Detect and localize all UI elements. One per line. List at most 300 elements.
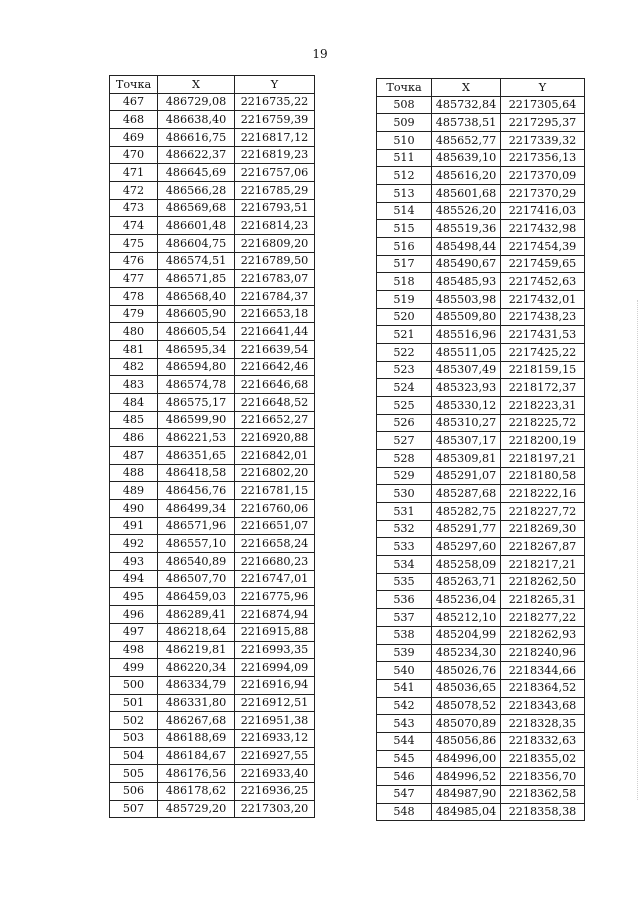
y-coordinate-cell: 2217339,32 — [501, 132, 585, 150]
x-coordinate-cell: 486604,75 — [158, 235, 235, 253]
x-coordinate-cell: 485330,12 — [432, 397, 501, 415]
point-number-cell: 520 — [377, 308, 432, 326]
y-coordinate-cell: 2216809,20 — [235, 235, 315, 253]
x-coordinate-cell: 486188,69 — [158, 729, 235, 747]
y-coordinate-cell: 2218355,02 — [501, 750, 585, 768]
point-number-cell: 537 — [377, 609, 432, 627]
table-row — [377, 503, 585, 521]
y-coordinate-cell: 2216915,88 — [235, 623, 315, 641]
table-row — [110, 588, 315, 606]
point-number-cell: 499 — [110, 659, 158, 677]
x-coordinate-cell: 484985,04 — [432, 803, 501, 821]
y-coordinate-cell: 2218277,22 — [501, 609, 585, 627]
header-y: Y — [501, 79, 585, 97]
table-row — [377, 220, 585, 238]
x-coordinate-cell: 485297,60 — [432, 538, 501, 556]
y-coordinate-cell: 2218267,87 — [501, 538, 585, 556]
y-coordinate-cell: 2216793,51 — [235, 199, 315, 217]
x-coordinate-cell: 485639,10 — [432, 149, 501, 167]
table-row — [110, 341, 315, 359]
point-number-cell: 534 — [377, 556, 432, 574]
y-coordinate-cell: 2218222,16 — [501, 485, 585, 503]
x-coordinate-cell: 485291,07 — [432, 467, 501, 485]
point-number-cell: 526 — [377, 414, 432, 432]
y-coordinate-cell: 2216651,07 — [235, 517, 315, 535]
y-coordinate-cell: 2218180,58 — [501, 467, 585, 485]
page-number: 19 — [312, 47, 328, 61]
x-coordinate-cell: 486571,96 — [158, 517, 235, 535]
y-coordinate-cell: 2216920,88 — [235, 429, 315, 447]
x-coordinate-cell: 485601,68 — [432, 185, 501, 203]
table-row — [377, 662, 585, 680]
table-row — [377, 785, 585, 803]
y-coordinate-cell: 2216785,29 — [235, 182, 315, 200]
table-row — [377, 520, 585, 538]
point-number-cell: 500 — [110, 676, 158, 694]
x-coordinate-cell: 485307,49 — [432, 361, 501, 379]
y-coordinate-cell: 2217452,63 — [501, 273, 585, 291]
table-row — [110, 517, 315, 535]
point-number-cell: 492 — [110, 535, 158, 553]
y-coordinate-cell: 2216819,23 — [235, 146, 315, 164]
x-coordinate-cell: 485236,04 — [432, 591, 501, 609]
y-coordinate-cell: 2216783,07 — [235, 270, 315, 288]
point-number-cell: 477 — [110, 270, 158, 288]
point-number-cell: 472 — [110, 182, 158, 200]
point-number-cell: 495 — [110, 588, 158, 606]
y-coordinate-cell: 2216814,23 — [235, 217, 315, 235]
table-row — [377, 679, 585, 697]
table-row — [110, 429, 315, 447]
y-coordinate-cell: 2216936,25 — [235, 782, 315, 800]
table-row — [110, 411, 315, 429]
header-point: Точка — [377, 79, 432, 97]
y-coordinate-cell: 2216951,38 — [235, 712, 315, 730]
x-coordinate-cell: 486566,28 — [158, 182, 235, 200]
x-coordinate-cell: 486574,51 — [158, 252, 235, 270]
point-number-cell: 498 — [110, 641, 158, 659]
y-coordinate-cell: 2216639,54 — [235, 341, 315, 359]
x-coordinate-cell: 486178,62 — [158, 782, 235, 800]
coordinates-table-left — [109, 75, 315, 818]
y-coordinate-cell: 2216680,23 — [235, 553, 315, 571]
table-row — [110, 182, 315, 200]
x-coordinate-cell: 486605,54 — [158, 323, 235, 341]
y-coordinate-cell: 2216994,09 — [235, 659, 315, 677]
point-number-cell: 523 — [377, 361, 432, 379]
point-number-cell: 484 — [110, 394, 158, 412]
table-row — [110, 712, 315, 730]
y-coordinate-cell: 2216757,06 — [235, 164, 315, 182]
table-row — [377, 715, 585, 733]
point-number-cell: 538 — [377, 626, 432, 644]
x-coordinate-cell: 485026,76 — [432, 662, 501, 680]
point-number-cell: 467 — [110, 93, 158, 111]
table-row — [110, 606, 315, 624]
y-coordinate-cell: 2218356,70 — [501, 768, 585, 786]
table-row — [377, 132, 585, 150]
x-coordinate-cell: 486645,69 — [158, 164, 235, 182]
point-number-cell: 469 — [110, 129, 158, 147]
point-number-cell: 547 — [377, 785, 432, 803]
table-row — [110, 464, 315, 482]
point-number-cell: 470 — [110, 146, 158, 164]
point-number-cell: 471 — [110, 164, 158, 182]
x-coordinate-cell: 485070,89 — [432, 715, 501, 733]
table-row — [110, 800, 315, 818]
table-row — [377, 432, 585, 450]
table-row — [377, 114, 585, 132]
y-coordinate-cell: 2216927,55 — [235, 747, 315, 765]
table-row — [377, 167, 585, 185]
x-coordinate-cell: 484996,00 — [432, 750, 501, 768]
point-number-cell: 490 — [110, 500, 158, 518]
scan-edge-marks — [636, 300, 638, 800]
y-coordinate-cell: 2218172,37 — [501, 379, 585, 397]
table-row — [377, 326, 585, 344]
x-coordinate-cell: 485287,68 — [432, 485, 501, 503]
point-number-cell: 515 — [377, 220, 432, 238]
y-coordinate-cell: 2218265,31 — [501, 591, 585, 609]
x-coordinate-cell: 485498,44 — [432, 238, 501, 256]
table-row — [377, 467, 585, 485]
point-number-cell: 478 — [110, 288, 158, 306]
x-coordinate-cell: 486569,68 — [158, 199, 235, 217]
table-row — [377, 238, 585, 256]
table-row — [377, 291, 585, 309]
y-coordinate-cell: 2217416,03 — [501, 202, 585, 220]
y-coordinate-cell: 2218240,96 — [501, 644, 585, 662]
x-coordinate-cell: 485652,77 — [432, 132, 501, 150]
x-coordinate-cell: 485516,96 — [432, 326, 501, 344]
x-coordinate-cell: 486729,08 — [158, 93, 235, 111]
point-number-cell: 539 — [377, 644, 432, 662]
point-number-cell: 503 — [110, 729, 158, 747]
y-coordinate-cell: 2216789,50 — [235, 252, 315, 270]
table-row — [377, 414, 585, 432]
y-coordinate-cell: 2218225,72 — [501, 414, 585, 432]
x-coordinate-cell: 486574,78 — [158, 376, 235, 394]
x-coordinate-cell: 485282,75 — [432, 503, 501, 521]
x-coordinate-cell: 486176,56 — [158, 765, 235, 783]
table-row — [377, 556, 585, 574]
y-coordinate-cell: 2216735,22 — [235, 93, 315, 111]
point-number-cell: 535 — [377, 573, 432, 591]
x-coordinate-cell: 485258,09 — [432, 556, 501, 574]
table-body-right — [377, 96, 585, 821]
y-coordinate-cell: 2217432,98 — [501, 220, 585, 238]
point-number-cell: 487 — [110, 447, 158, 465]
table-row — [110, 146, 315, 164]
x-coordinate-cell: 486459,03 — [158, 588, 235, 606]
point-number-cell: 491 — [110, 517, 158, 535]
y-coordinate-cell: 2217438,23 — [501, 308, 585, 326]
x-coordinate-cell: 485732,84 — [432, 96, 501, 114]
x-coordinate-cell: 485485,93 — [432, 273, 501, 291]
y-coordinate-cell: 2216842,01 — [235, 447, 315, 465]
table-header-row — [110, 76, 315, 94]
point-number-cell: 488 — [110, 464, 158, 482]
table-row — [377, 379, 585, 397]
table-row — [110, 553, 315, 571]
point-number-cell: 483 — [110, 376, 158, 394]
y-coordinate-cell: 2218269,30 — [501, 520, 585, 538]
point-number-cell: 481 — [110, 341, 158, 359]
table-row — [377, 344, 585, 362]
y-coordinate-cell: 2217305,64 — [501, 96, 585, 114]
point-number-cell: 519 — [377, 291, 432, 309]
x-coordinate-cell: 485490,67 — [432, 255, 501, 273]
table-row — [110, 270, 315, 288]
y-coordinate-cell: 2218197,21 — [501, 450, 585, 468]
y-coordinate-cell: 2218332,63 — [501, 732, 585, 750]
y-coordinate-cell: 2216641,44 — [235, 323, 315, 341]
point-number-cell: 497 — [110, 623, 158, 641]
table-row — [377, 803, 585, 821]
table-row — [110, 570, 315, 588]
y-coordinate-cell: 2218217,21 — [501, 556, 585, 574]
y-coordinate-cell: 2216874,94 — [235, 606, 315, 624]
y-coordinate-cell: 2218200,19 — [501, 432, 585, 450]
y-coordinate-cell: 2216658,24 — [235, 535, 315, 553]
point-number-cell: 513 — [377, 185, 432, 203]
point-number-cell: 532 — [377, 520, 432, 538]
x-coordinate-cell: 485204,99 — [432, 626, 501, 644]
x-coordinate-cell: 486568,40 — [158, 288, 235, 306]
table-row — [110, 394, 315, 412]
point-number-cell: 531 — [377, 503, 432, 521]
table-row — [110, 93, 315, 111]
x-coordinate-cell: 486334,79 — [158, 676, 235, 694]
table-row — [110, 659, 315, 677]
point-number-cell: 521 — [377, 326, 432, 344]
y-coordinate-cell: 2217454,39 — [501, 238, 585, 256]
point-number-cell: 510 — [377, 132, 432, 150]
y-coordinate-cell: 2218344,66 — [501, 662, 585, 680]
x-coordinate-cell: 486289,41 — [158, 606, 235, 624]
y-coordinate-cell: 2216912,51 — [235, 694, 315, 712]
table-row — [110, 641, 315, 659]
y-coordinate-cell: 2217425,22 — [501, 344, 585, 362]
table-row — [110, 694, 315, 712]
point-number-cell: 529 — [377, 467, 432, 485]
x-coordinate-cell: 486616,75 — [158, 129, 235, 147]
point-number-cell: 528 — [377, 450, 432, 468]
y-coordinate-cell: 2216648,52 — [235, 394, 315, 412]
table-row — [377, 450, 585, 468]
table-header-row — [377, 79, 585, 97]
y-coordinate-cell: 2217370,29 — [501, 185, 585, 203]
x-coordinate-cell: 485729,20 — [158, 800, 235, 818]
x-coordinate-cell: 485511,05 — [432, 344, 501, 362]
x-coordinate-cell: 486351,65 — [158, 447, 235, 465]
x-coordinate-cell: 485323,93 — [432, 379, 501, 397]
x-coordinate-cell: 485509,80 — [432, 308, 501, 326]
table-row — [110, 747, 315, 765]
x-coordinate-cell: 485310,27 — [432, 414, 501, 432]
point-number-cell: 507 — [110, 800, 158, 818]
point-number-cell: 543 — [377, 715, 432, 733]
point-number-cell: 541 — [377, 679, 432, 697]
x-coordinate-cell: 484996,52 — [432, 768, 501, 786]
table-row — [377, 361, 585, 379]
table-row — [110, 323, 315, 341]
table-row — [377, 149, 585, 167]
table-row — [110, 676, 315, 694]
y-coordinate-cell: 2216817,12 — [235, 129, 315, 147]
x-coordinate-cell: 486571,85 — [158, 270, 235, 288]
table-row — [110, 111, 315, 129]
x-coordinate-cell: 486540,89 — [158, 553, 235, 571]
table-row — [377, 626, 585, 644]
x-coordinate-cell: 486599,90 — [158, 411, 235, 429]
point-number-cell: 509 — [377, 114, 432, 132]
x-coordinate-cell: 485307,17 — [432, 432, 501, 450]
y-coordinate-cell: 2217356,13 — [501, 149, 585, 167]
table-row — [377, 732, 585, 750]
point-number-cell: 522 — [377, 344, 432, 362]
x-coordinate-cell: 486638,40 — [158, 111, 235, 129]
table-row — [110, 482, 315, 500]
header-x: X — [158, 76, 235, 94]
x-coordinate-cell: 486221,53 — [158, 429, 235, 447]
y-coordinate-cell: 2218358,38 — [501, 803, 585, 821]
point-number-cell: 511 — [377, 149, 432, 167]
y-coordinate-cell: 2216784,37 — [235, 288, 315, 306]
x-coordinate-cell: 485056,86 — [432, 732, 501, 750]
y-coordinate-cell: 2216775,96 — [235, 588, 315, 606]
x-coordinate-cell: 485503,98 — [432, 291, 501, 309]
x-coordinate-cell: 486595,34 — [158, 341, 235, 359]
x-coordinate-cell: 485309,81 — [432, 450, 501, 468]
y-coordinate-cell: 2216653,18 — [235, 305, 315, 323]
table-row — [377, 308, 585, 326]
y-coordinate-cell: 2217431,53 — [501, 326, 585, 344]
coordinates-table-right — [376, 78, 585, 821]
y-coordinate-cell: 2216646,68 — [235, 376, 315, 394]
table-row — [110, 782, 315, 800]
table-row — [110, 623, 315, 641]
table-row — [377, 573, 585, 591]
point-number-cell: 530 — [377, 485, 432, 503]
x-coordinate-cell: 486418,58 — [158, 464, 235, 482]
y-coordinate-cell: 2216642,46 — [235, 358, 315, 376]
table-row — [377, 768, 585, 786]
y-coordinate-cell: 2216933,40 — [235, 765, 315, 783]
x-coordinate-cell: 486507,70 — [158, 570, 235, 588]
x-coordinate-cell: 486184,67 — [158, 747, 235, 765]
table-row — [110, 765, 315, 783]
x-coordinate-cell: 485616,20 — [432, 167, 501, 185]
point-number-cell: 533 — [377, 538, 432, 556]
table-row — [110, 358, 315, 376]
table-row — [110, 376, 315, 394]
x-coordinate-cell: 485526,20 — [432, 202, 501, 220]
point-number-cell: 501 — [110, 694, 158, 712]
x-coordinate-cell: 486594,80 — [158, 358, 235, 376]
table-row — [110, 305, 315, 323]
y-coordinate-cell: 2217432,01 — [501, 291, 585, 309]
y-coordinate-cell: 2218262,93 — [501, 626, 585, 644]
point-number-cell: 540 — [377, 662, 432, 680]
point-number-cell: 545 — [377, 750, 432, 768]
point-number-cell: 514 — [377, 202, 432, 220]
y-coordinate-cell: 2216933,12 — [235, 729, 315, 747]
header-x: X — [432, 79, 501, 97]
y-coordinate-cell: 2218362,58 — [501, 785, 585, 803]
x-coordinate-cell: 486218,64 — [158, 623, 235, 641]
y-coordinate-cell: 2216916,94 — [235, 676, 315, 694]
x-coordinate-cell: 486331,80 — [158, 694, 235, 712]
y-coordinate-cell: 2217370,09 — [501, 167, 585, 185]
point-number-cell: 525 — [377, 397, 432, 415]
table-row — [110, 235, 315, 253]
point-number-cell: 493 — [110, 553, 158, 571]
header-y: Y — [235, 76, 315, 94]
table-row — [377, 96, 585, 114]
y-coordinate-cell: 2217295,37 — [501, 114, 585, 132]
table-row — [377, 750, 585, 768]
table-row — [377, 644, 585, 662]
point-number-cell: 473 — [110, 199, 158, 217]
point-number-cell: 486 — [110, 429, 158, 447]
point-number-cell: 479 — [110, 305, 158, 323]
point-number-cell: 546 — [377, 768, 432, 786]
y-coordinate-cell: 2218343,68 — [501, 697, 585, 715]
point-number-cell: 485 — [110, 411, 158, 429]
x-coordinate-cell: 485738,51 — [432, 114, 501, 132]
point-number-cell: 489 — [110, 482, 158, 500]
table-row — [110, 252, 315, 270]
y-coordinate-cell: 2216760,06 — [235, 500, 315, 518]
x-coordinate-cell: 484987,90 — [432, 785, 501, 803]
y-coordinate-cell: 2217303,20 — [235, 800, 315, 818]
table-row — [110, 129, 315, 147]
point-number-cell: 542 — [377, 697, 432, 715]
point-number-cell: 506 — [110, 782, 158, 800]
point-number-cell: 494 — [110, 570, 158, 588]
point-number-cell: 468 — [110, 111, 158, 129]
point-number-cell: 508 — [377, 96, 432, 114]
point-number-cell: 480 — [110, 323, 158, 341]
point-number-cell: 502 — [110, 712, 158, 730]
y-coordinate-cell: 2216747,01 — [235, 570, 315, 588]
y-coordinate-cell: 2217459,65 — [501, 255, 585, 273]
point-number-cell: 505 — [110, 765, 158, 783]
x-coordinate-cell: 486499,34 — [158, 500, 235, 518]
table-row — [110, 217, 315, 235]
point-number-cell: 517 — [377, 255, 432, 273]
y-coordinate-cell: 2216652,27 — [235, 411, 315, 429]
point-number-cell: 516 — [377, 238, 432, 256]
point-number-cell: 544 — [377, 732, 432, 750]
point-number-cell: 518 — [377, 273, 432, 291]
point-number-cell: 504 — [110, 747, 158, 765]
table-row — [110, 535, 315, 553]
x-coordinate-cell: 485212,10 — [432, 609, 501, 627]
point-number-cell: 475 — [110, 235, 158, 253]
x-coordinate-cell: 486605,90 — [158, 305, 235, 323]
point-number-cell: 496 — [110, 606, 158, 624]
x-coordinate-cell: 485234,30 — [432, 644, 501, 662]
x-coordinate-cell: 486601,48 — [158, 217, 235, 235]
table-row — [377, 609, 585, 627]
x-coordinate-cell: 485036,65 — [432, 679, 501, 697]
table-row — [377, 397, 585, 415]
y-coordinate-cell: 2216759,39 — [235, 111, 315, 129]
table-row — [377, 273, 585, 291]
x-coordinate-cell: 486622,37 — [158, 146, 235, 164]
